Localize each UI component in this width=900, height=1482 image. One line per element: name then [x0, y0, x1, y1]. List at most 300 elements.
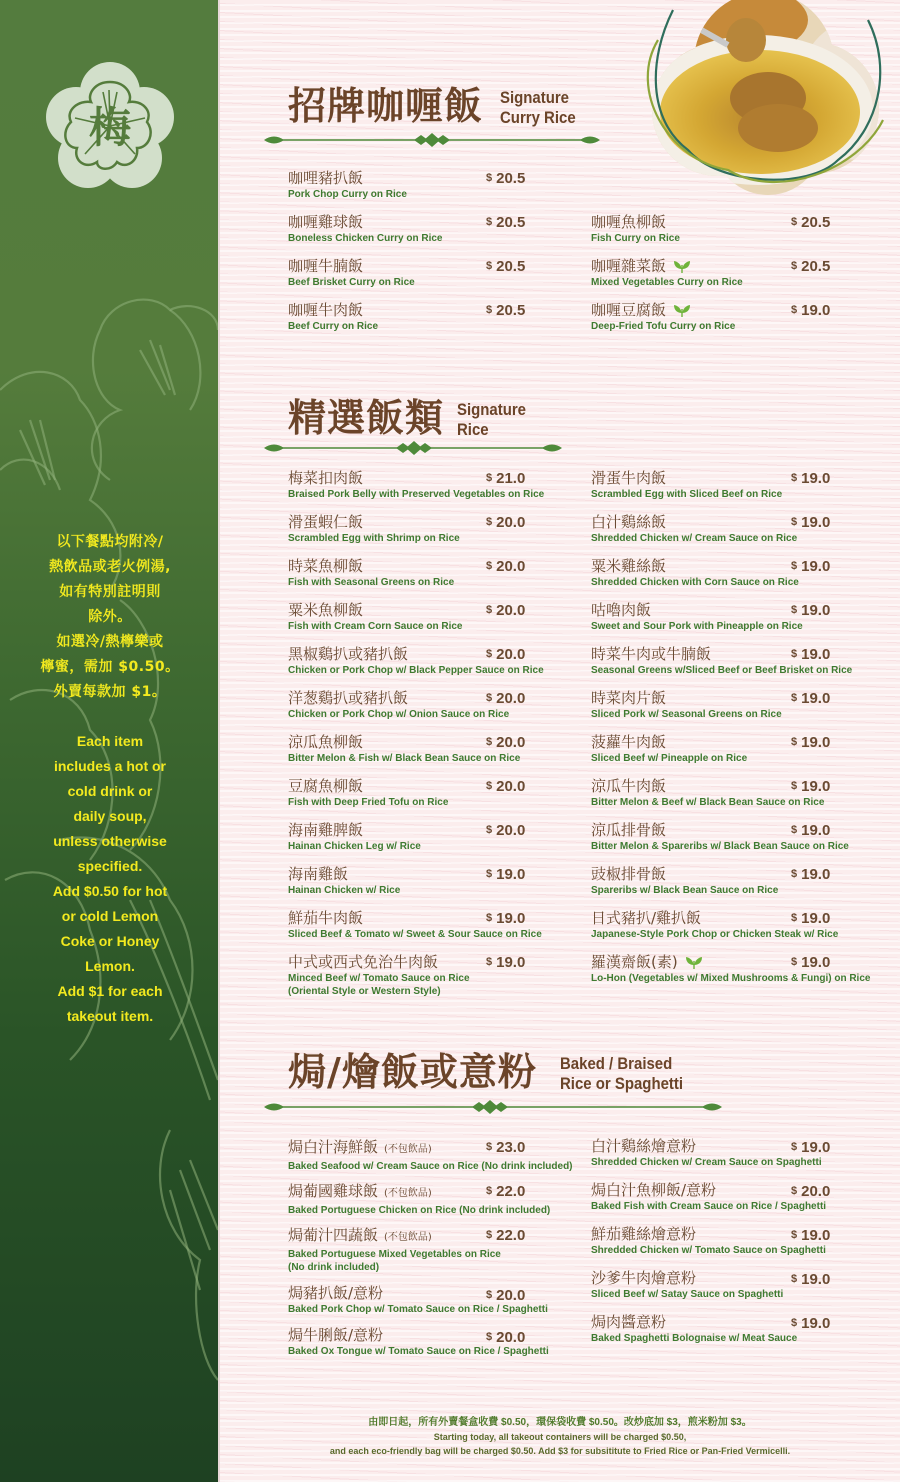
item-price: [486, 558, 525, 575]
item-price: [791, 470, 830, 487]
price-value: 19.0: [801, 822, 831, 839]
menu-item: [288, 256, 548, 289]
currency-symbol: $: [486, 692, 493, 704]
section-title-english: [457, 400, 526, 440]
item-name-english: Boneless Chicken Curry on Rice: [288, 233, 443, 244]
note-line: 熱飲品或老火例湯,: [49, 559, 171, 575]
item-price: [791, 734, 830, 751]
item-price: [791, 954, 830, 971]
currency-symbol: $: [486, 172, 493, 184]
currency-symbol: $: [791, 780, 798, 792]
menu-item: [288, 468, 578, 501]
menu-item: [288, 952, 578, 998]
item-name-chinese: 咖哩豬扒飯: [288, 169, 364, 187]
item-price: [486, 866, 525, 883]
price-value: 19.0: [801, 1227, 831, 1244]
item-name-chinese: 豆腐魚柳飯: [288, 777, 364, 795]
item-name-chinese: 時菜肉片飯: [591, 689, 667, 707]
price-value: 19.0: [801, 646, 831, 663]
price-value: 19.0: [496, 954, 526, 971]
price-value: 22.0: [496, 1227, 526, 1244]
currency-symbol: $: [486, 736, 493, 748]
price-value: 20.5: [496, 302, 526, 319]
no-drink-note: (不包飲品): [384, 1188, 432, 1199]
note-line: takeout item.: [66, 1008, 154, 1024]
section-header-curry-rice: [264, 84, 604, 148]
item-name-text: 羅漢齋飯(素): [591, 953, 678, 971]
item-name-english: Sweet and Sour Pork with Pineapple on Rice: [591, 621, 803, 632]
item-price: [486, 778, 525, 795]
item-name-chinese: 咖喱牛腩飯: [288, 257, 364, 275]
item-name-chinese: [288, 1181, 578, 1204]
section-title-english: [560, 1054, 683, 1094]
menu-item: [591, 820, 881, 853]
title-line: Signature: [500, 88, 569, 107]
item-price: [791, 514, 830, 531]
price-value: 20.0: [801, 1183, 831, 1200]
item-name-chinese: 粟米雞絲飯: [591, 557, 667, 575]
item-name-chinese: 時菜魚柳飯: [288, 557, 364, 575]
item-name-english: Japanese-Style Pork Chop or Chicken Steak w/ Rice: [591, 929, 839, 940]
item-price: [791, 866, 830, 883]
currency-symbol: $: [791, 304, 798, 316]
currency-symbol: $: [486, 1289, 493, 1301]
item-name-chinese: 海南雞脾飯: [288, 821, 364, 839]
currency-symbol: $: [791, 824, 798, 836]
note-line: Add $0.50 for hot: [52, 883, 168, 899]
menu-item: [288, 168, 548, 201]
currency-symbol: $: [486, 560, 493, 572]
item-name-english: Shredded Chicken with Corn Sauce on Rice: [591, 577, 799, 588]
menu-item: [591, 1312, 881, 1345]
item-name-chinese: 鮮茄牛肉飯: [288, 909, 364, 927]
leaf-divider-ornament: [264, 440, 562, 456]
price-value: 20.5: [496, 258, 526, 275]
item-name-english: Baked Pork Chop w/ Tomato Sauce on Rice / Spaghetti: [288, 1304, 548, 1315]
item-name-chinese: 沙爹牛肉燴意粉: [591, 1269, 697, 1287]
item-name-english: Baked Portuguese Mixed Vegetables on Rice: [288, 1249, 501, 1260]
currency-symbol: $: [791, 260, 798, 272]
price-value: 19.0: [801, 1315, 831, 1332]
item-name-english: Shredded Chicken w/ Cream Sauce on Spaghetti: [591, 1157, 822, 1168]
item-price: [791, 1271, 830, 1288]
item-name-text: 焗白汁海鮮飯: [288, 1138, 379, 1156]
item-name-chinese: 黑椒鷄扒或豬扒飯: [288, 645, 409, 663]
price-value: 19.0: [801, 954, 831, 971]
notice-chinese: 由即日起，所有外賣餐盒收費 $0.50，環保袋收費 $0.50。改炒底加 $3，煎米粉加 $3。: [368, 1417, 752, 1428]
menu-item: [288, 820, 578, 853]
menu-item: [591, 556, 881, 589]
item-name-english: Lo-Hon (Vegetables w/ Mixed Mushrooms & Fungi) on Rice: [591, 973, 871, 984]
currency-symbol: $: [486, 648, 493, 660]
item-name-text: 咖喱豆腐飯: [591, 301, 667, 319]
item-price: [791, 822, 830, 839]
item-name-chinese: 鮮茄雞絲燴意粉: [591, 1225, 697, 1243]
currency-symbol: $: [791, 1185, 798, 1197]
item-name-english: Beef Brisket Curry on Rice: [288, 277, 415, 288]
item-name-english-line2: (No drink included): [288, 1262, 380, 1273]
menu-item: [591, 256, 851, 289]
note-line: 如有特別註明則: [59, 584, 161, 600]
item-price: [791, 258, 830, 275]
plum-blossom-logo: [45, 62, 175, 190]
price-value: 19.0: [801, 1139, 831, 1156]
currency-symbol: $: [486, 1229, 493, 1241]
price-value: 20.0: [496, 778, 526, 795]
menu-item: [288, 688, 578, 721]
item-name-english: Minced Beef w/ Tomato Sauce on Rice: [288, 973, 470, 984]
item-price: [486, 1287, 525, 1304]
price-value: 23.0: [496, 1139, 526, 1156]
item-name-english: Baked Portuguese Chicken on Rice (No drink included): [288, 1205, 551, 1216]
menu-item: [591, 1180, 881, 1213]
item-name-chinese: 焗白汁魚柳飯/意粉: [591, 1181, 717, 1199]
currency-symbol: $: [486, 1185, 493, 1197]
item-name-chinese: 滑蛋牛肉飯: [591, 469, 667, 487]
menu-item: [288, 512, 578, 545]
currency-symbol: $: [486, 472, 493, 484]
price-value: 20.0: [496, 646, 526, 663]
item-name-chinese: 咖喱牛肉飯: [288, 301, 364, 319]
note-line: cold drink or: [67, 783, 153, 799]
vegetarian-leaf-icon: [672, 259, 692, 273]
currency-symbol: $: [791, 1317, 798, 1329]
item-name-chinese: 海南雞飯: [288, 865, 349, 883]
note-line: includes a hot or: [53, 758, 166, 774]
menu-item: [288, 1181, 578, 1217]
item-name-english: Sliced Beef w/ Satay Sauce on Spaghetti: [591, 1289, 784, 1300]
section-title-chinese: 招牌咖喱飯: [288, 84, 484, 128]
note-line: Add $1 for each: [57, 983, 163, 999]
item-name-chinese: [288, 1137, 578, 1160]
item-name-english: Fish with Seasonal Greens on Rice: [288, 577, 455, 588]
menu-item: [288, 776, 578, 809]
leaf-divider-ornament: [264, 1099, 722, 1115]
currency-symbol: $: [791, 472, 798, 484]
section-title-chinese: 焗/燴飯或意粉: [288, 1050, 537, 1094]
item-price: [486, 602, 525, 619]
item-name-chinese: 時菜牛肉或牛腩飯: [591, 645, 712, 663]
item-name-chinese: [591, 952, 881, 972]
notice-english-line2: and each eco-friendly bag will be charged $0.50. Add $3 for subsititute to Fried Rice or Pan-Fried Vermicelli.: [329, 1446, 791, 1456]
item-price: [486, 690, 525, 707]
item-name-chinese: 焗牛脷飯/意粉: [288, 1326, 384, 1344]
currency-symbol: $: [486, 260, 493, 272]
item-name-chinese: 日式豬扒/雞扒飯: [591, 909, 702, 927]
item-name-chinese: 咖喱雞球飯: [288, 213, 364, 231]
price-value: 19.0: [496, 910, 526, 927]
currency-symbol: $: [791, 868, 798, 880]
menu-item: [591, 732, 881, 765]
item-price: [486, 170, 525, 187]
currency-symbol: $: [486, 604, 493, 616]
note-line: 如選冷/熱檸樂或: [56, 634, 164, 650]
menu-item: [591, 1268, 881, 1301]
item-name-english: Beef Curry on Rice: [288, 321, 379, 332]
currency-symbol: $: [486, 956, 493, 968]
section-header-signature-rice: [264, 396, 564, 460]
item-name-english: Fish Curry on Rice: [591, 233, 680, 244]
currency-symbol: $: [791, 1141, 798, 1153]
note-line: 除外。: [88, 609, 132, 625]
menu-item: [288, 212, 548, 245]
item-name-english: Spareribs w/ Black Bean Sauce on Rice: [591, 885, 779, 896]
currency-symbol: $: [791, 560, 798, 572]
menu-item: [591, 300, 851, 333]
price-value: 20.0: [496, 690, 526, 707]
sidebar: [0, 0, 218, 1482]
menu-item: [288, 1225, 578, 1274]
price-value: 19.0: [801, 302, 831, 319]
menu-item: [288, 556, 578, 589]
item-name-english: Seasonal Greens w/Sliced Beef or Beef Brisket on Rice: [591, 665, 853, 676]
price-value: 19.0: [801, 602, 831, 619]
item-name-chinese: 焗肉醬意粉: [591, 1313, 667, 1331]
price-value: 19.0: [801, 690, 831, 707]
menu-item: [591, 776, 881, 809]
currency-symbol: $: [486, 1331, 493, 1343]
title-line: Baked / Braised: [560, 1054, 673, 1073]
item-name-english: Sliced Pork w/ Seasonal Greens on Rice: [591, 709, 782, 720]
menu-item: [288, 644, 578, 677]
item-name-chinese: 梅菜扣肉飯: [288, 469, 364, 487]
note-line: 以下餐點均附冷/: [56, 534, 164, 550]
item-name-english: Hainan Chicken Leg w/ Rice: [288, 841, 421, 852]
item-name-chinese: 豉椒排骨飯: [591, 865, 667, 883]
sidebar-note-chinese: [8, 530, 212, 705]
item-price: [486, 214, 525, 231]
menu-item: [591, 952, 881, 985]
title-line: Curry Rice: [500, 108, 576, 127]
menu-item: [288, 864, 578, 897]
currency-symbol: $: [791, 692, 798, 704]
price-value: 19.0: [801, 558, 831, 575]
price-value: 19.0: [801, 866, 831, 883]
svg-text:梅: 梅: [88, 103, 132, 152]
currency-symbol: $: [791, 1273, 798, 1285]
item-name-english: Baked Fish with Cream Sauce on Rice / Spaghetti: [591, 1201, 827, 1212]
item-name-chinese: 涼瓜牛肉飯: [591, 777, 667, 795]
title-line: Rice: [457, 420, 489, 439]
price-value: 20.0: [496, 734, 526, 751]
item-price: [791, 646, 830, 663]
note-line: 外賣每款加 $1。: [53, 684, 167, 700]
price-value: 20.5: [801, 214, 831, 231]
item-price: [791, 302, 830, 319]
price-value: 22.0: [496, 1183, 526, 1200]
item-name-english: Mixed Vegetables Curry on Rice: [591, 277, 743, 288]
note-line: daily soup,: [73, 808, 147, 824]
price-value: 19.0: [801, 778, 831, 795]
note-line: or cold Lemon: [61, 908, 159, 924]
item-price: [486, 822, 525, 839]
menu-item: [591, 468, 881, 501]
menu-item: [288, 732, 578, 765]
currency-symbol: $: [486, 1141, 493, 1153]
item-name-english: Scrambled Egg with Shrimp on Rice: [288, 533, 460, 544]
item-name-chinese: 粟米魚柳飯: [288, 601, 364, 619]
price-value: 20.5: [496, 214, 526, 231]
item-price: [486, 1227, 525, 1244]
item-name-english: Braised Pork Belly with Preserved Vegetables on Rice: [288, 489, 545, 500]
currency-symbol: $: [791, 912, 798, 924]
item-name-text: 焗葡汁四蔬飯: [288, 1226, 379, 1244]
item-name-english: Chicken or Pork Chop w/ Black Pepper Sauce on Rice: [288, 665, 544, 676]
price-value: 20.5: [801, 258, 831, 275]
menu-item: [591, 864, 881, 897]
item-name-english-line2: (Oriental Style or Western Style): [288, 986, 441, 997]
price-value: 21.0: [496, 470, 526, 487]
currency-symbol: $: [486, 516, 493, 528]
item-name-text: 焗葡國雞球飯: [288, 1182, 379, 1200]
price-value: 19.0: [801, 734, 831, 751]
item-name-english: Bitter Melon & Fish w/ Black Bean Sauce on Rice: [288, 753, 521, 764]
item-price: [791, 602, 830, 619]
note-line: unless otherwise: [53, 833, 167, 849]
currency-symbol: $: [791, 1229, 798, 1241]
currency-symbol: $: [486, 780, 493, 792]
currency-symbol: $: [791, 648, 798, 660]
price-value: 20.0: [496, 822, 526, 839]
notice-english-line1: Starting today, all takeout containers will be charged $0.50,: [433, 1432, 687, 1442]
menu-item: [288, 600, 578, 633]
item-price: [486, 302, 525, 319]
section-title-chinese: 精選飯類: [288, 396, 445, 440]
item-name-chinese: 涼瓜排骨飯: [591, 821, 667, 839]
price-value: 20.0: [496, 558, 526, 575]
price-value: 19.0: [801, 910, 831, 927]
currency-symbol: $: [791, 956, 798, 968]
no-drink-note: (不包飲品): [384, 1144, 432, 1155]
item-name-english: Fish with Cream Corn Sauce on Rice: [288, 621, 463, 632]
item-price: [791, 1315, 830, 1332]
item-name-chinese: 白汁鷄絲燴意粉: [591, 1137, 697, 1155]
item-name-english: Shredded Chicken w/ Tomato Sauce on Spaghetti: [591, 1245, 826, 1256]
item-name-english: Chicken or Pork Chop w/ Onion Sauce on Rice: [288, 709, 510, 720]
curry-dish-photo: [628, 0, 900, 198]
title-line: Rice or Spaghetti: [560, 1074, 684, 1093]
menu-item: [288, 300, 548, 333]
price-value: 19.0: [801, 470, 831, 487]
item-name-english: Pork Chop Curry on Rice: [288, 189, 407, 200]
menu-item: [591, 212, 851, 245]
currency-symbol: $: [486, 824, 493, 836]
menu-item: [591, 512, 881, 545]
menu-item: [591, 688, 881, 721]
currency-symbol: $: [791, 216, 798, 228]
currency-symbol: $: [791, 604, 798, 616]
menu-item: [591, 600, 881, 633]
no-drink-note: (不包飲品): [384, 1232, 432, 1243]
item-name-chinese: [288, 1225, 578, 1248]
menu-item: [288, 908, 578, 941]
item-name-english: Fish with Deep Fried Tofu on Rice: [288, 797, 449, 808]
item-price: [486, 1183, 525, 1200]
currency-symbol: $: [486, 216, 493, 228]
item-name-chinese: 白汁鷄絲飯: [591, 513, 667, 531]
vegetarian-leaf-icon: [684, 955, 704, 969]
item-name-chinese: 涼瓜魚柳飯: [288, 733, 364, 751]
item-price: [791, 1183, 830, 1200]
item-price: [791, 778, 830, 795]
item-name-chinese: 咖喱魚柳飯: [591, 213, 667, 231]
menu-item: [288, 1325, 578, 1358]
currency-symbol: $: [486, 868, 493, 880]
item-name-english: Deep-Fried Tofu Curry on Rice: [591, 321, 736, 332]
currency-symbol: $: [791, 736, 798, 748]
vegetarian-leaf-icon: [672, 303, 692, 317]
price-value: 19.0: [496, 866, 526, 883]
item-name-chinese: 焗豬扒飯/意粉: [288, 1284, 384, 1302]
item-name-chinese: 滑蛋蝦仁飯: [288, 513, 364, 531]
menu-item: [288, 1137, 578, 1173]
currency-symbol: $: [791, 516, 798, 528]
price-value: 19.0: [801, 514, 831, 531]
currency-symbol: $: [486, 912, 493, 924]
note-line: 檸蜜，需加 $0.50。: [40, 659, 180, 675]
menu-item: [288, 1283, 578, 1316]
price-value: 20.5: [496, 170, 526, 187]
item-price: [486, 1139, 525, 1156]
item-name-text: 咖喱雜菜飯: [591, 257, 667, 275]
menu-item: [591, 908, 881, 941]
item-name-chinese: 中式或西式免治牛肉飯: [288, 953, 439, 971]
item-price: [791, 558, 830, 575]
price-value: 20.0: [496, 514, 526, 531]
item-name-english: Scrambled Egg with Sliced Beef on Rice: [591, 489, 783, 500]
section-title-english: [500, 88, 576, 128]
item-price: [791, 690, 830, 707]
item-name-english: Baked Spaghetti Bolognaise w/ Meat Sauce: [591, 1333, 798, 1344]
item-name-english: Sliced Beef w/ Pineapple on Rice: [591, 753, 748, 764]
item-price: [791, 214, 830, 231]
menu-item: [591, 644, 881, 677]
item-name-english: Sliced Beef & Tomato w/ Sweet & Sour Sauce on Rice: [288, 929, 542, 940]
item-name-english: Baked Ox Tongue w/ Tomato Sauce on Rice / Spaghetti: [288, 1346, 549, 1357]
note-line: Each item: [76, 733, 144, 749]
item-name-english: Bitter Melon & Spareribs w/ Black Bean Sauce on Rice: [591, 841, 849, 852]
item-price: [486, 470, 525, 487]
title-line: Signature: [457, 400, 526, 419]
item-price: [486, 646, 525, 663]
takeout-charges-notice: [220, 1416, 900, 1458]
item-name-english: Bitter Melon & Beef w/ Black Bean Sauce on Rice: [591, 797, 825, 808]
item-price: [791, 910, 830, 927]
leaf-divider-ornament: [264, 132, 600, 148]
note-line: Coke or Honey: [60, 933, 160, 949]
menu-item: [591, 1224, 881, 1257]
item-name-chinese: 菠蘿牛肉飯: [591, 733, 667, 751]
item-price: [791, 1139, 830, 1156]
item-price: [486, 514, 525, 531]
item-price: [486, 258, 525, 275]
note-line: specified.: [77, 858, 143, 874]
price-value: 20.0: [496, 602, 526, 619]
item-price: [486, 1329, 525, 1346]
currency-symbol: $: [486, 304, 493, 316]
item-name-english: Hainan Chicken w/ Rice: [288, 885, 401, 896]
item-name-chinese: 洋葱鷄扒或豬扒飯: [288, 689, 409, 707]
price-value: 20.0: [496, 1329, 526, 1346]
item-name-english: Shredded Chicken w/ Cream Sauce on Rice: [591, 533, 798, 544]
note-line: Lemon.: [85, 958, 135, 974]
item-name-chinese: 咕嚕肉飯: [591, 601, 652, 619]
item-price: [486, 910, 525, 927]
item-price: [791, 1227, 830, 1244]
section-header-baked-braised: [264, 1050, 724, 1114]
sidebar-note-english: [8, 729, 212, 1029]
item-price: [486, 954, 525, 971]
